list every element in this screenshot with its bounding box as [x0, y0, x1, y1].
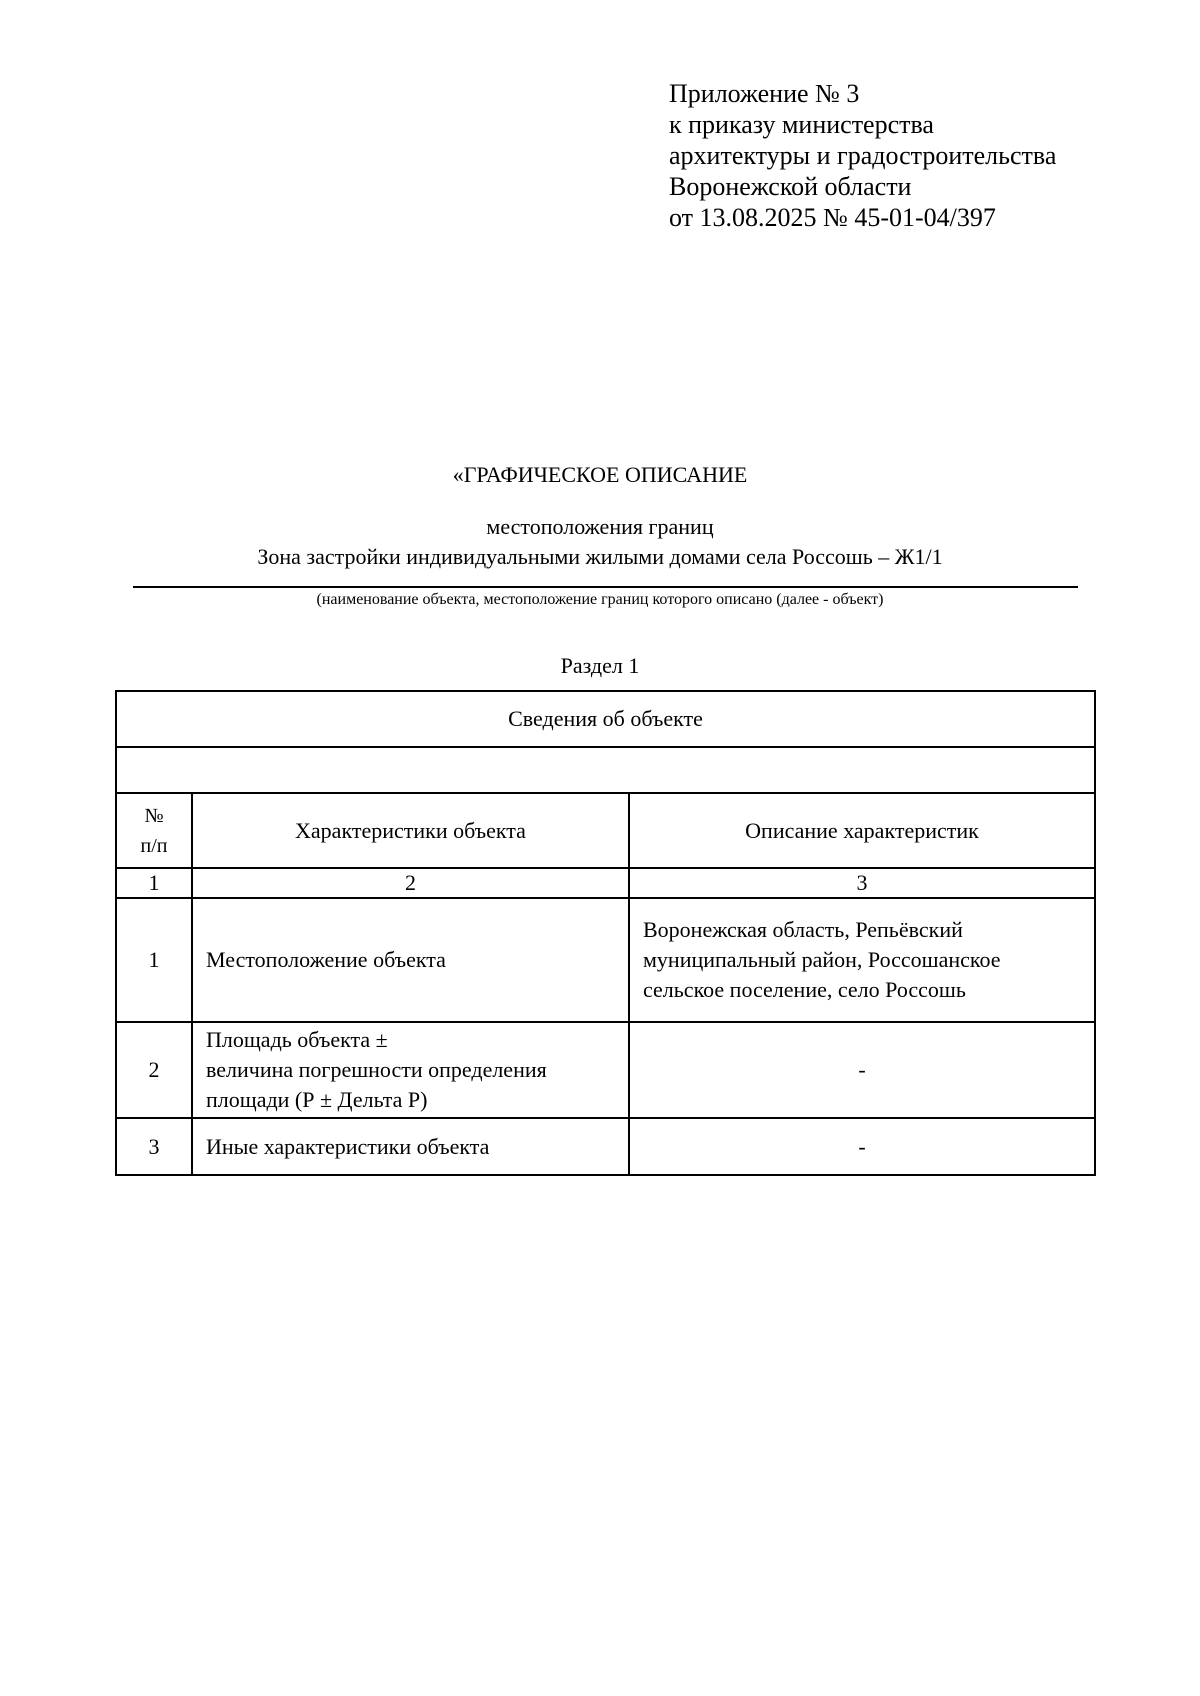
column-header-number [116, 793, 192, 868]
appendix-block [669, 78, 1056, 233]
section-label: Раздел 1 [560, 653, 640, 678]
document-title: «ГРАФИЧЕСКОЕ ОПИСАНИЕ [452, 462, 748, 487]
cell-line: сельское поселение, село Россошь [643, 977, 966, 1002]
row-description [629, 1118, 1095, 1175]
cell-line: муниципальный район, Россошанское [643, 947, 1001, 972]
subtitle-line: Зона застройки индивидуальными жилыми домами села Россошь – Ж1/1 [257, 544, 943, 569]
cell-line: величина погрешности определения [206, 1057, 547, 1082]
object-info-table [115, 690, 1096, 1176]
row-number: 2 [116, 1022, 192, 1118]
cell-line: Местоположение объекта [206, 947, 446, 972]
cell-line: площади (Р ± Дельта Р) [206, 1087, 428, 1112]
divider-line [133, 586, 1078, 588]
row-characteristic [192, 898, 629, 1022]
row-number: 3 [116, 1118, 192, 1175]
cell-line: - [858, 1133, 866, 1159]
appendix-line: к приказу министерства [669, 110, 934, 139]
appendix-line: от 13.08.2025 № 45-01-04/397 [669, 203, 996, 232]
object-name-note: (наименование объекта, местоположение границ которого описано (далее - объект) [316, 591, 884, 608]
row-characteristic [192, 1022, 629, 1118]
column-header-description: Описание характеристик [629, 793, 1095, 868]
row-description [629, 898, 1095, 1022]
empty-row [116, 747, 1095, 793]
column-number-cell: 1 [116, 868, 192, 898]
cell-line: Иные характеристики объекта [206, 1133, 490, 1159]
table-title: Сведения об объекте [116, 691, 1095, 747]
cell-line: Площадь объекта ± [206, 1027, 388, 1052]
row-number: 1 [116, 898, 192, 1022]
appendix-line: Воронежской области [669, 172, 912, 201]
document-subtitle [0, 512, 1200, 572]
column-header-line: № [144, 804, 164, 827]
table-row [116, 898, 1095, 1022]
cell-line: Воронежская область, Репьёвский [643, 917, 963, 942]
row-characteristic [192, 1118, 629, 1175]
row-description [629, 1022, 1095, 1118]
table-row [116, 1118, 1095, 1175]
table-row [116, 1022, 1095, 1118]
appendix-line: архитектуры и градостроительства [669, 141, 1057, 170]
appendix-line: Приложение № 3 [669, 79, 860, 108]
column-number-cell: 2 [192, 868, 629, 898]
column-header-line: п/п [140, 834, 168, 857]
column-number-cell: 3 [629, 868, 1095, 898]
subtitle-line: местоположения границ [486, 514, 714, 539]
cell-line: - [858, 1057, 866, 1082]
column-header-characteristics: Характеристики объекта [192, 793, 629, 868]
